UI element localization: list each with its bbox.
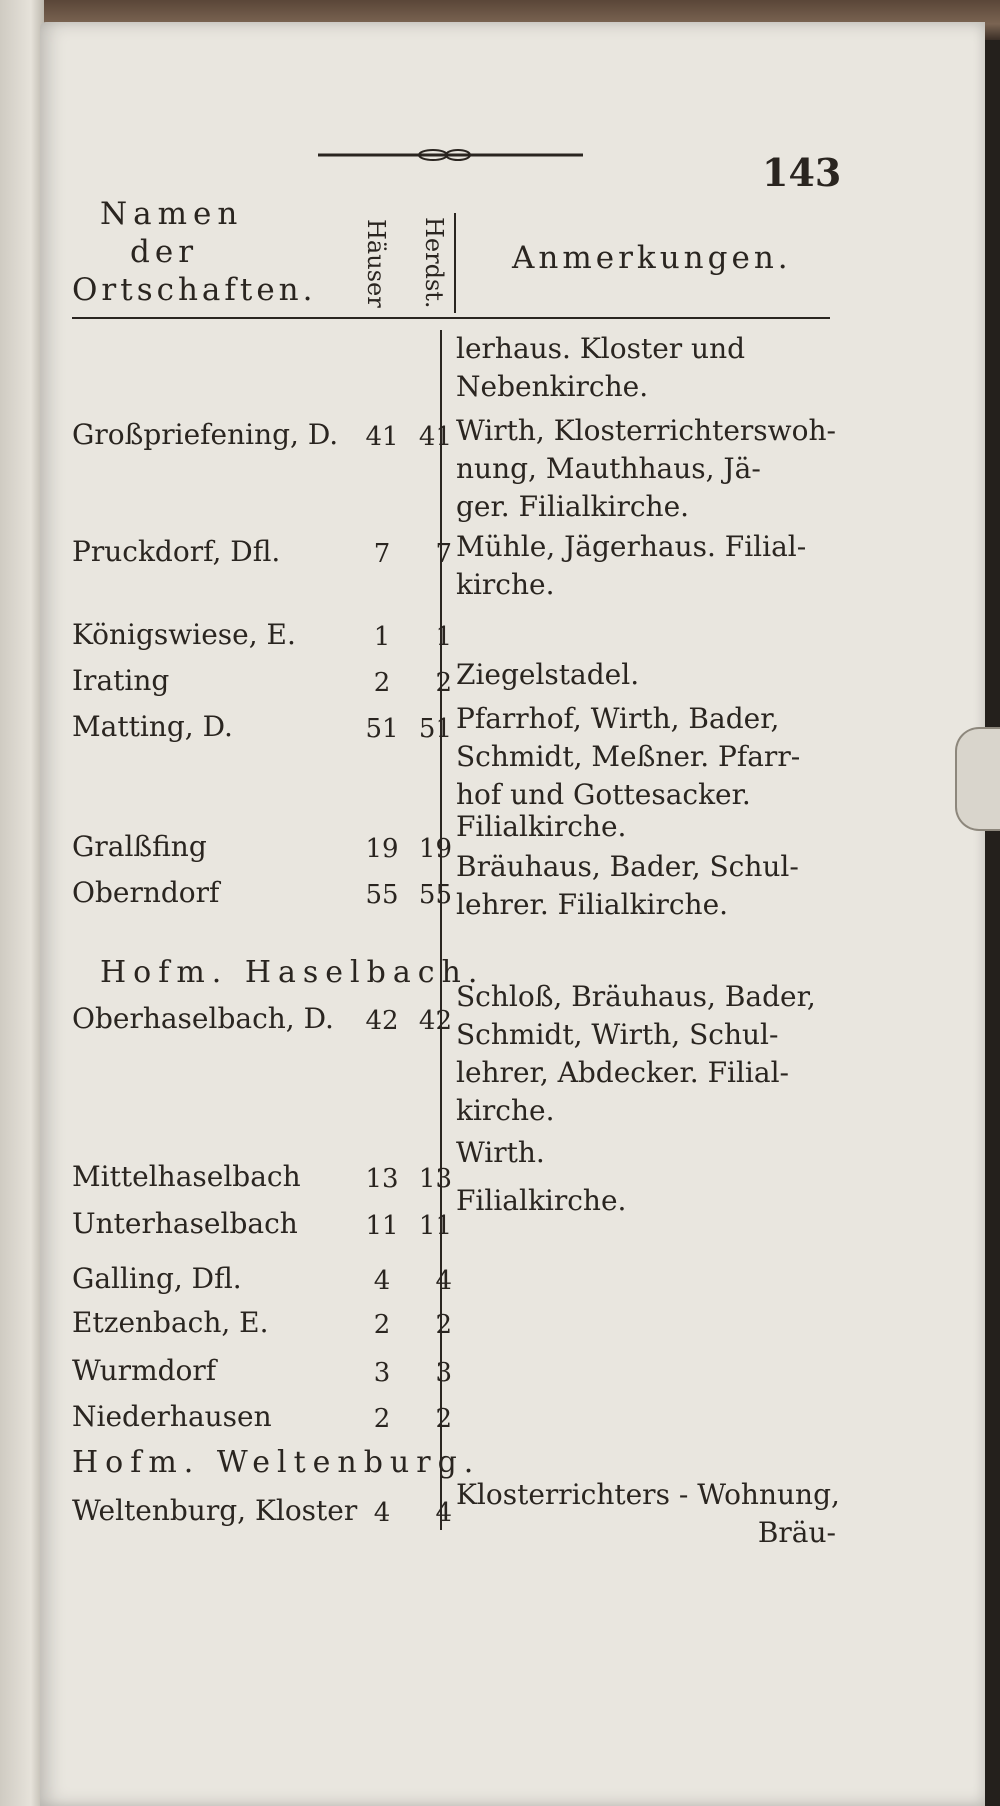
remark-line: Schmidt, Wirth, Schul- [456,1018,779,1051]
herdst-count: 1 [435,622,452,652]
herdst-count: 2 [435,1404,452,1434]
place-name: Wurmdorf [72,1354,217,1387]
place-name: Großpriefening, D. [72,418,339,451]
header-column-divider [454,213,456,313]
remark-line: Filialkirche. [456,810,627,843]
row-remark [456,412,836,526]
column-header-anmerkungen: Anmerkungen. [512,240,792,276]
table-row [72,1494,452,1534]
row-remark [456,656,836,694]
remark-line: Mühle, Jägerhaus. Filial- [456,530,807,563]
place-name: Niederhausen [72,1400,272,1433]
row-remark [456,528,836,604]
remark-line: kirche. [456,568,555,601]
haeuser-count: 1 [373,622,391,652]
remark-line: Klosterrichters - Wohnung, [456,1478,840,1511]
table-row [72,418,452,458]
table-row [72,830,452,870]
header-name-line-3: Ortschaften. [72,272,317,308]
place-name: Gralßfing [72,830,207,863]
herdst-count: 19 [418,834,452,864]
header-rule [72,317,830,319]
place-name: Weltenburg, Kloster [72,1494,358,1527]
page-number: 143 [762,150,842,195]
remark-line: hof und Gottesacker. [456,778,751,811]
remark-line: Ziegelstadel. [456,658,640,691]
haeuser-count: 13 [365,1164,399,1194]
row-remark [456,1134,836,1172]
haeuser-count: 55 [365,880,399,910]
haeuser-count: 11 [365,1211,399,1241]
herdst-count: 13 [418,1164,452,1194]
header-name-line-2: der [130,234,199,270]
header-ornament [318,148,583,162]
table-row [72,1262,452,1302]
row-remark [456,1182,836,1220]
herdst-count: 42 [418,1006,452,1036]
table-row [72,618,452,658]
herdst-count: 2 [435,1310,452,1340]
table-row [72,1207,452,1247]
column-header-haeuser: Häuser [362,218,390,308]
remark-line: Wirth. [456,1136,545,1169]
remark-line: Schmidt, Meßner. Pfarr- [456,740,801,773]
place-name: Oberndorf [72,876,220,909]
row-remark [456,848,836,924]
herdst-count: 3 [435,1358,452,1388]
herdst-count: 2 [435,668,452,698]
haeuser-count: 51 [365,714,399,744]
table-row [72,664,452,704]
remark-line: nung, Mauthhaus, Jä- [456,452,761,485]
herdst-count: 4 [435,1498,452,1528]
remark-line: Bräuhaus, Bader, Schul- [456,850,799,883]
place-name: Königswiese, E. [72,618,296,651]
place-name: Pruckdorf, Dfl. [72,535,281,568]
haeuser-count: 41 [365,422,399,452]
header-name-line-1: Namen [100,196,244,232]
place-name: Matting, D. [72,710,233,743]
table-row [72,535,452,575]
row-remark [456,808,836,846]
remark-line: Pfarrhof, Wirth, Bader, [456,702,780,735]
remarks-column-divider [440,330,442,1530]
herdst-count: 11 [418,1211,452,1241]
row-remark [456,1476,840,1552]
herdst-count: 55 [418,880,452,910]
continuation-remark [456,330,836,406]
herdst-count: 51 [418,714,452,744]
district-heading: Hofm. Weltenburg. [72,1445,481,1480]
place-name: Galling, Dfl. [72,1262,242,1295]
place-name: Unterhaselbach [72,1207,298,1240]
haeuser-count: 4 [373,1266,391,1296]
haeuser-count: 2 [373,668,391,698]
place-name: Oberhaselbach, D. [72,1002,334,1035]
table-row [72,876,452,916]
column-header-names [72,195,317,309]
haeuser-count: 42 [365,1006,399,1036]
remark-line: lehrer, Abdecker. Filial- [456,1056,789,1089]
remark-line: lehrer. Filialkirche. [456,888,729,921]
herdst-count: 4 [435,1266,452,1296]
place-name: Etzenbach, E. [72,1306,269,1339]
column-header-herdst: Herdst. [420,217,448,309]
table-header [72,195,832,320]
remark-line: Bräu- [757,1516,836,1549]
table-row [72,1354,452,1394]
haeuser-count: 2 [373,1404,391,1434]
herdst-count: 7 [435,539,452,569]
page-tab-marker [955,727,1000,831]
remark-line: kirche. [456,1094,555,1127]
herdst-count: 41 [418,422,452,452]
row-remark [456,978,836,1130]
place-name: Mittelhaselbach [72,1160,301,1193]
table-row [72,710,452,750]
haeuser-count: 7 [373,539,391,569]
table-row [72,1400,452,1440]
remark-line: lerhaus. Kloster und [456,332,746,365]
remark-line: ger. Filialkirche. [456,490,690,523]
remark-line: Nebenkirche. [456,370,649,403]
remark-line: Schloß, Bräuhaus, Bader, [456,980,816,1013]
table-row [72,1306,452,1346]
previous-page-edge [0,0,44,1806]
haeuser-count: 2 [373,1310,391,1340]
haeuser-count: 19 [365,834,399,864]
remark-line: Filialkirche. [456,1184,627,1217]
remark-line: Wirth, Klosterrichterswoh- [456,414,836,447]
row-remark [456,700,836,814]
table-row [72,1002,452,1042]
district-heading: Hofm. Haselbach. [100,955,485,990]
place-name: Irating [72,664,170,697]
haeuser-count: 4 [373,1498,391,1528]
haeuser-count: 3 [373,1358,391,1388]
table-row [72,1160,452,1200]
